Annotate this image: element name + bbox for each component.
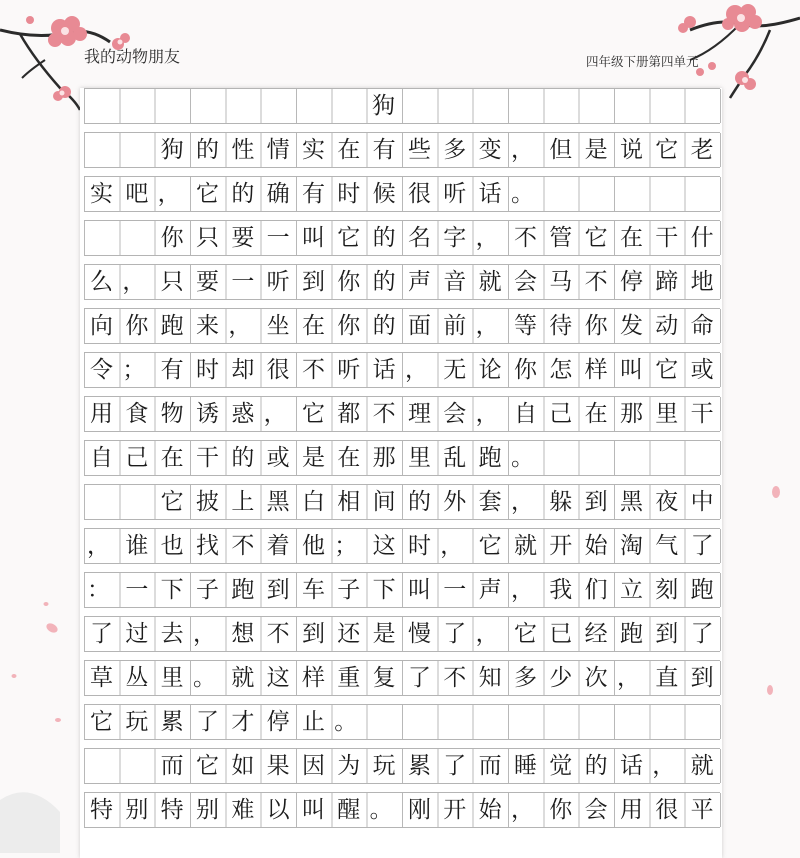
grid-character: 实	[90, 181, 113, 207]
grid-character: 前	[443, 313, 467, 339]
grid-character: 狗	[160, 137, 184, 163]
grid-character: 有	[160, 357, 184, 383]
grid-character: 只	[160, 269, 184, 295]
grid-character: ；	[334, 533, 358, 559]
grid-character: 下	[372, 577, 396, 603]
grid-character: 的	[584, 753, 608, 779]
book-title: 我的动物朋友	[84, 47, 181, 66]
grid-character: 在	[619, 225, 643, 251]
essay-line	[84, 616, 720, 652]
grid-character: 很	[266, 357, 290, 383]
grid-character: 中	[690, 489, 714, 515]
grid-character: 都	[337, 401, 361, 427]
grid-character: 会	[443, 401, 467, 427]
grid-character: ，	[510, 797, 534, 823]
grid-character: 停	[266, 709, 290, 735]
grid-character: 听	[266, 269, 290, 295]
grid-character: 平	[690, 797, 714, 823]
grid-character: 就	[478, 269, 502, 295]
grid-character: 的	[372, 269, 396, 295]
grid-character: 下	[160, 577, 184, 603]
grid-character: 的	[372, 313, 396, 339]
grid-character: 子	[195, 577, 219, 603]
grid-character: 去	[160, 621, 184, 647]
grid-character: 次	[584, 665, 608, 691]
grid-character: 这	[372, 533, 396, 559]
grid-character: 要	[195, 269, 219, 295]
grid-character: 过	[125, 621, 149, 647]
grid-character: 不	[584, 269, 608, 295]
grid-character: 声	[478, 577, 502, 603]
grid-character: 是	[372, 621, 396, 647]
grid-character: 时	[337, 181, 361, 207]
grid-character: 到	[301, 621, 325, 647]
grid-character: 还	[337, 621, 361, 647]
grid-character: 样	[584, 357, 608, 383]
grid-character: ，	[263, 401, 287, 427]
unit-label: 四年级下册第四单元	[586, 54, 699, 69]
grid-character: 命	[690, 313, 714, 339]
grid-character: ，	[440, 533, 464, 559]
grid-character: ，	[404, 357, 428, 383]
grid-character: 这	[266, 665, 290, 691]
grid-character: 经	[584, 621, 608, 647]
grid-character: 你	[337, 313, 361, 339]
grid-character: 相	[337, 489, 361, 515]
grid-character: 话	[478, 181, 502, 207]
grid-character: 不	[266, 621, 290, 647]
grid-character: 你	[337, 269, 361, 295]
grid-character: 或	[690, 357, 714, 383]
grid-character: 些	[407, 137, 431, 163]
grid-character: 间	[372, 489, 396, 515]
grid-character: 了	[690, 533, 714, 559]
essay-title: 狗	[372, 93, 395, 119]
grid-character: 到	[301, 269, 325, 295]
grid-character: 一	[266, 225, 290, 251]
grid-character: 无	[443, 357, 467, 383]
grid-character: 累	[407, 753, 431, 779]
grid-character: 淘	[619, 533, 643, 559]
grid-character: 样	[301, 665, 325, 691]
grid-character: 的	[195, 137, 219, 163]
grid-character: 话	[619, 753, 643, 779]
grid-character: ，	[510, 577, 534, 603]
essay-line	[84, 308, 720, 344]
grid-character: 跑	[478, 445, 502, 471]
grid-character: 。	[510, 445, 534, 471]
grid-character: 里	[655, 401, 679, 427]
grid-character: 找	[195, 533, 219, 559]
essay-line	[84, 176, 720, 212]
grid-character: 黑	[619, 489, 643, 515]
grid-character: 到	[266, 577, 290, 603]
grid-character: 的	[407, 489, 431, 515]
grid-character: 发	[619, 313, 643, 339]
grid-character: 不	[443, 665, 467, 691]
grid-character: 字	[443, 225, 467, 251]
grid-character: 到	[690, 665, 714, 691]
grid-character: 而	[160, 753, 184, 779]
grid-character: 论	[478, 357, 502, 383]
grid-character: 一	[443, 577, 467, 603]
grid-character: 名	[407, 225, 431, 251]
grid-character: 它	[90, 709, 113, 735]
essay-line	[84, 352, 720, 388]
grid-character: ，	[157, 181, 181, 207]
grid-character: 你	[549, 797, 573, 823]
grid-character: 就	[231, 665, 255, 691]
grid-character: 夜	[655, 489, 679, 515]
grid-character: 慢	[407, 621, 431, 647]
grid-character: 谁	[125, 533, 149, 559]
grid-character: 到	[655, 621, 679, 647]
grid-character: 始	[478, 797, 502, 823]
grid-character: 。	[369, 797, 393, 823]
grid-character: ，	[475, 225, 499, 251]
grid-character: 黑	[266, 489, 290, 515]
grid-character: ，	[228, 313, 252, 339]
grid-character: 吧	[125, 181, 149, 207]
grid-character: 却	[231, 357, 255, 383]
grid-character: 性	[231, 137, 255, 163]
grid-character: 里	[407, 445, 431, 471]
grid-character: 在	[160, 445, 184, 471]
essay-line	[84, 396, 720, 432]
grid-character: 它	[160, 489, 184, 515]
grid-character: 干	[195, 445, 219, 471]
grid-character: 你	[584, 313, 608, 339]
grid-character: ，	[510, 489, 534, 515]
grid-character: 开	[549, 533, 573, 559]
grid-character: 觉	[549, 753, 573, 779]
grid-character: 特	[90, 797, 113, 823]
grid-character: 叫	[407, 577, 431, 603]
grid-character: 它	[301, 401, 325, 427]
grid-character: 了	[443, 621, 467, 647]
grid-character: 用	[619, 797, 643, 823]
essay-line	[84, 572, 720, 608]
essay-line	[84, 528, 720, 564]
grid-character: 地	[690, 269, 714, 295]
grid-character: 在	[301, 313, 325, 339]
grid-character: 如	[231, 753, 255, 779]
grid-character: 面	[407, 313, 431, 339]
grid-character: 就	[690, 753, 714, 779]
grid-character: 你	[160, 225, 184, 251]
grid-character: 那	[372, 445, 396, 471]
grid-character: 或	[266, 445, 290, 471]
grid-character: 重	[337, 665, 361, 691]
grid-character: 多	[513, 665, 537, 691]
grid-character: 就	[513, 533, 537, 559]
grid-character: ；	[122, 357, 146, 383]
grid-character: 他	[301, 533, 325, 559]
grid-character: ，	[475, 313, 499, 339]
grid-character: 确	[266, 181, 290, 207]
grid-character: 很	[655, 797, 679, 823]
grid-character: 因	[301, 753, 325, 779]
grid-character: 声	[407, 269, 431, 295]
grid-character: 不	[513, 225, 537, 251]
grid-character: 刻	[655, 577, 679, 603]
grid-character: 想	[231, 621, 255, 647]
grid-character: 变	[478, 137, 502, 163]
grid-character: 等	[513, 313, 537, 339]
grid-character: 听	[337, 357, 361, 383]
grid-character: ，	[87, 533, 110, 559]
grid-character: 跑	[690, 577, 714, 603]
grid-character: ，	[475, 401, 499, 427]
grid-character: 了	[195, 709, 219, 735]
grid-character: 知	[478, 665, 502, 691]
grid-character: 一	[125, 577, 149, 603]
grid-character: 立	[619, 577, 643, 603]
grid-character: 我	[549, 577, 573, 603]
essay-line	[84, 748, 720, 784]
grid-character: 睡	[513, 753, 537, 779]
grid-character: 车	[301, 577, 325, 603]
grid-character: 醒	[337, 797, 361, 823]
grid-character: 它	[195, 753, 219, 779]
grid-character: 有	[301, 181, 325, 207]
grid-character: 。	[192, 665, 216, 691]
grid-character: 到	[584, 489, 608, 515]
grid-character: 披	[195, 489, 219, 515]
grid-character: 物	[160, 401, 184, 427]
grid-character: ，	[475, 621, 499, 647]
grid-character: 话	[372, 357, 396, 383]
grid-character: 自	[513, 401, 537, 427]
grid-character: 己	[125, 445, 149, 471]
grid-character: 在	[584, 401, 608, 427]
grid-character: 你	[513, 357, 537, 383]
grid-character: 不	[301, 357, 325, 383]
grid-character: 。	[510, 181, 534, 207]
grid-character: 始	[584, 533, 608, 559]
grid-character: 会	[513, 269, 537, 295]
grid-character: 向	[90, 313, 113, 339]
grid-character: 别	[195, 797, 219, 823]
grid-character: 复	[372, 665, 396, 691]
grid-character: 只	[195, 225, 219, 251]
essay-line	[84, 220, 720, 256]
grid-character: 干	[655, 225, 679, 251]
grid-character: 玩	[125, 709, 149, 735]
grid-character: 多	[443, 137, 467, 163]
grid-character: 跑	[160, 313, 184, 339]
grid-character: 们	[584, 577, 608, 603]
grid-character: 它	[513, 621, 537, 647]
grid-character: 听	[443, 181, 467, 207]
grid-character: 在	[337, 445, 361, 471]
grid-character: 别	[125, 797, 149, 823]
grid-character: 什	[690, 225, 714, 251]
grid-character: 了	[690, 621, 714, 647]
grid-character: 白	[301, 489, 325, 515]
essay-line	[84, 132, 720, 168]
grid-character: 用	[90, 401, 113, 427]
grid-character: 己	[549, 401, 573, 427]
grid-character: 会	[584, 797, 608, 823]
grid-character: 的	[372, 225, 396, 251]
grid-character: 它	[655, 357, 679, 383]
grid-character: 少	[549, 665, 573, 691]
grid-character: 丛	[125, 665, 149, 691]
grid-character: 情	[266, 137, 290, 163]
grid-character: 食	[125, 401, 149, 427]
grid-character: 的	[231, 181, 255, 207]
grid-character: 为	[337, 753, 361, 779]
grid-character: 候	[372, 181, 396, 207]
grid-character: 才	[231, 709, 255, 735]
grid-character: 刚	[407, 797, 431, 823]
grid-character: 上	[231, 489, 255, 515]
essay-title-row	[84, 88, 720, 124]
essay-line	[84, 704, 720, 740]
essay-line	[84, 792, 720, 828]
grid-character: 子	[337, 577, 361, 603]
grid-character: 以	[266, 797, 290, 823]
grid-character: 乱	[443, 445, 467, 471]
grid-character: 蹄	[655, 269, 679, 295]
grid-character: 么	[90, 269, 113, 295]
grid-character: 但	[549, 137, 573, 163]
grid-character: 。	[334, 709, 358, 735]
grid-character: 停	[619, 269, 643, 295]
grid-character: 外	[443, 489, 467, 515]
grid-character: 老	[690, 137, 714, 163]
grid-character: 套	[478, 489, 502, 515]
grid-character: 有	[372, 137, 396, 163]
grid-character: 时	[407, 533, 431, 559]
grid-character: 待	[549, 313, 573, 339]
grid-character: 时	[195, 357, 219, 383]
grid-character: 也	[160, 533, 184, 559]
grid-character: 止	[301, 709, 325, 735]
grid-character: 那	[619, 401, 643, 427]
grid-character: ，	[616, 665, 640, 691]
grid-character: 管	[549, 225, 573, 251]
grid-character: 在	[337, 137, 361, 163]
grid-character: 它	[337, 225, 361, 251]
grid-character: 躲	[549, 489, 573, 515]
grid-character: 说	[619, 137, 643, 163]
grid-character: 开	[443, 797, 467, 823]
grid-character: 是	[301, 445, 325, 471]
grid-character: 跑	[619, 621, 643, 647]
essay-line	[84, 484, 720, 520]
grid-character: 玩	[372, 753, 396, 779]
grid-character: 要	[231, 225, 255, 251]
grid-character: 坐	[266, 313, 290, 339]
grid-character: 诱	[195, 401, 219, 427]
grid-character: 果	[266, 753, 290, 779]
grid-character: 的	[231, 445, 255, 471]
grid-character: 实	[301, 137, 325, 163]
grid-character: 理	[407, 401, 431, 427]
grid-character: 它	[655, 137, 679, 163]
grid-character: 叫	[301, 797, 325, 823]
grid-character: 特	[160, 797, 184, 823]
grid-character: 着	[266, 533, 290, 559]
grid-character: ，	[652, 753, 676, 779]
grid-character: 草	[90, 665, 113, 691]
grid-character: 叫	[619, 357, 643, 383]
grid-character: 跑	[231, 577, 255, 603]
grid-character: ，	[192, 621, 216, 647]
grid-character: ：	[87, 577, 110, 603]
grid-character: 一	[231, 269, 255, 295]
grid-character: 动	[655, 313, 679, 339]
grid-character: 它	[478, 533, 502, 559]
grid-character: 了	[90, 621, 113, 647]
grid-character: 惑	[231, 401, 255, 427]
grid-character: 自	[90, 445, 113, 471]
grid-character: 音	[443, 269, 467, 295]
grid-character: 难	[231, 797, 255, 823]
grid-character: 令	[90, 357, 113, 383]
grid-character: 你	[125, 313, 149, 339]
grid-character: 气	[655, 533, 679, 559]
grid-character: 不	[372, 401, 396, 427]
grid-character: ，	[510, 137, 534, 163]
grid-character: 是	[584, 137, 608, 163]
grid-character: 马	[549, 269, 573, 295]
grid-character: 它	[195, 181, 219, 207]
grid-character: 里	[160, 665, 184, 691]
grid-character: 了	[443, 753, 467, 779]
grid-character: 干	[690, 401, 714, 427]
grid-character: 直	[655, 665, 679, 691]
grid-character: 怎	[549, 357, 573, 383]
essay-line	[84, 660, 720, 696]
grid-character: 累	[160, 709, 184, 735]
grid-character: 很	[407, 181, 431, 207]
grid-character: 叫	[301, 225, 325, 251]
grid-character: 了	[407, 665, 431, 691]
essay-line	[84, 264, 720, 300]
grid-character: ，	[122, 269, 146, 295]
grid-character: 不	[231, 533, 255, 559]
grid-character: 来	[195, 313, 219, 339]
grid-character: 已	[549, 621, 573, 647]
grid-character: 而	[478, 753, 502, 779]
grid-character: 它	[584, 225, 608, 251]
essay-line	[84, 440, 720, 476]
